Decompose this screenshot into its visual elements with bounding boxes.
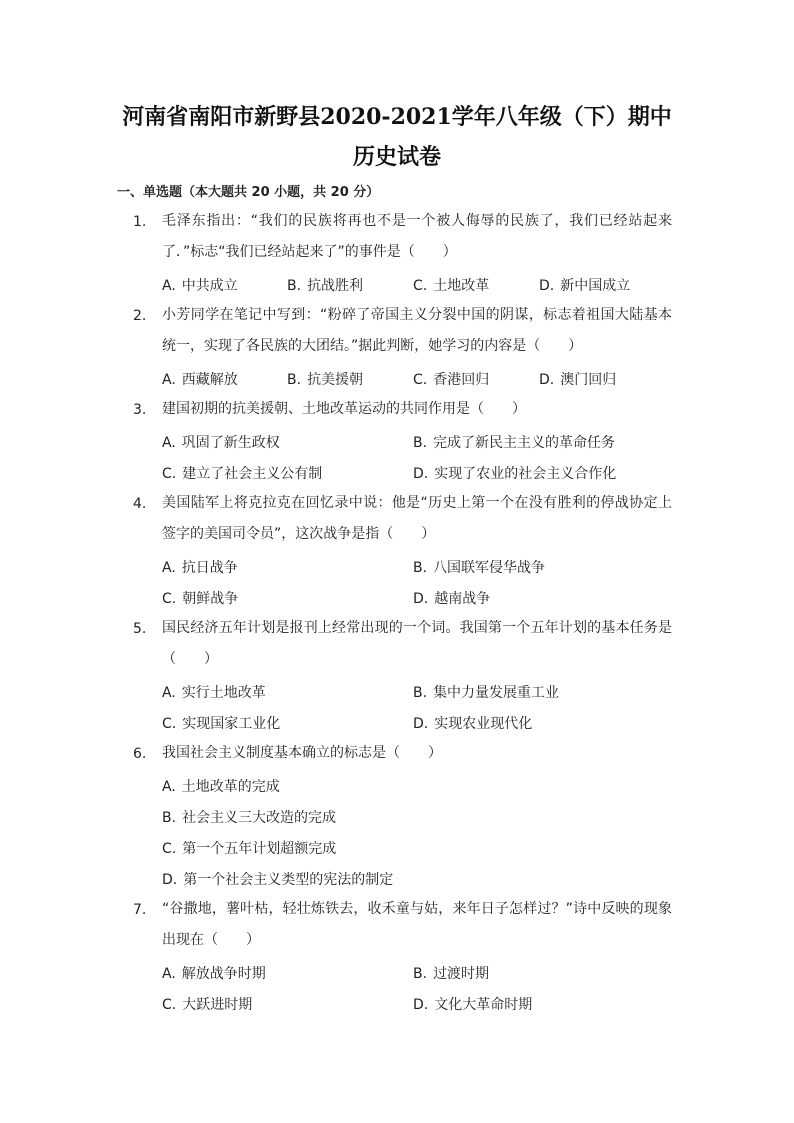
option-a <box>162 432 280 452</box>
page-title: 河南省南阳市新野县2020-2021学年八年级（下）期中 <box>122 104 672 130</box>
option-text: 解放战争时期 <box>181 966 266 982</box>
option-text: 巩固了新生政权 <box>181 435 280 451</box>
option-text: 实现国家工业化 <box>182 716 281 732</box>
option-text: 集中力量发展重工业 <box>433 685 560 701</box>
option-letter: D. <box>413 716 429 732</box>
section-heading: 一、单选题（本大题共 20 小题，共 20 分） <box>117 185 380 200</box>
option-letter: B. <box>413 435 428 451</box>
option-letter: B. <box>287 278 302 294</box>
question-stem: “谷撒地，薯叶枯，轻壮炼铁去，收禾童与姑，来年日子怎样过？”诗中反映的现象出现在（ ） <box>162 901 672 949</box>
question-stem: 我国社会主义制度基本确立的标志是（ ） <box>162 745 442 761</box>
option-letter: C. <box>413 278 428 294</box>
option-text: 第一个社会主义类型的宪法的制定 <box>183 872 394 888</box>
option-a <box>162 776 280 796</box>
option-b <box>413 682 559 702</box>
question-number: 1. <box>133 214 147 230</box>
option-text: 实现农业现代化 <box>434 716 533 732</box>
option-letter: C. <box>162 466 177 482</box>
option-letter: B. <box>413 560 428 576</box>
question-stem: 建国初期的抗美援朝、土地改革运动的共同作用是（ ） <box>162 401 526 417</box>
option-text: 文化大革命时期 <box>434 997 533 1013</box>
option-letter: B. <box>287 372 302 388</box>
option-d <box>413 713 532 733</box>
option-b <box>287 275 363 295</box>
option-letter: A. <box>162 779 176 795</box>
option-letter: D. <box>413 591 429 607</box>
question-stem: 小芳同学在笔记中写到：“粉碎了帝国主义分裂中国的阴谋，标志着祖国大陆基本统一，实现了各民族的大团结。”据此判断，她学习的内容是（ ） <box>162 307 672 355</box>
option-letter: A. <box>162 435 176 451</box>
option-text: 实行土地改革 <box>181 685 266 701</box>
option-d <box>413 463 616 483</box>
question-stem: 美国陆军上将克拉克在回忆录中说：他是“历史上第一个在没有胜利的停战协定上签字的美国司令员”，这次战争是指（ ） <box>162 495 672 543</box>
option-text: 社会主义三大改造的完成 <box>182 810 337 826</box>
option-text: 抗战胜利 <box>307 278 364 294</box>
option-b <box>287 369 363 389</box>
option-d <box>539 275 630 295</box>
option-letter: C. <box>413 372 428 388</box>
option-letter: D. <box>539 278 555 294</box>
option-text: 大跃进时期 <box>182 997 253 1013</box>
option-letter: D. <box>413 466 429 482</box>
option-text: 第一个五年计划超额完成 <box>182 841 337 857</box>
option-letter: A. <box>162 278 176 294</box>
question-stem: 毛泽东指出：“我们的民族将再也不是一个被人侮辱的民族了，我们已经站起来了．”标志“我们已经站起来了”的事件是（ ） <box>162 213 672 261</box>
question-number: 2. <box>133 308 147 324</box>
option-d <box>162 869 393 889</box>
question-number: 4. <box>133 496 147 512</box>
option-text: 越南战争 <box>434 591 491 607</box>
option-text: 土地改革的完成 <box>181 779 280 795</box>
page-subtitle: 历史试卷 <box>352 144 441 170</box>
option-letter: D. <box>413 997 429 1013</box>
question-number: 6. <box>133 746 147 762</box>
option-b <box>413 432 615 452</box>
option-text: 澳门回归 <box>560 372 617 388</box>
option-a <box>162 963 266 983</box>
question-number: 7. <box>133 902 147 918</box>
option-c <box>413 275 489 295</box>
option-text: 新中国成立 <box>560 278 631 294</box>
option-letter: A. <box>162 966 176 982</box>
option-letter: C. <box>162 591 177 607</box>
option-text: 完成了新民主主义的革命任务 <box>433 435 616 451</box>
question-number: 3. <box>133 402 147 418</box>
option-letter: D. <box>162 872 178 888</box>
option-letter: D. <box>539 372 555 388</box>
question-stem: 国民经济五年计划是报刊上经常出现的一个词。我国第一个五年计划的基本任务是（ ） <box>162 620 672 668</box>
option-c <box>162 838 336 858</box>
option-c <box>162 994 252 1014</box>
option-c <box>162 588 238 608</box>
option-a <box>162 557 238 577</box>
option-a <box>162 369 238 389</box>
option-text: 香港回归 <box>433 372 490 388</box>
option-c <box>162 713 280 733</box>
option-d <box>413 588 490 608</box>
option-d <box>539 369 616 389</box>
option-letter: C. <box>162 997 177 1013</box>
option-b <box>162 807 336 827</box>
option-text: 抗日战争 <box>181 560 238 576</box>
option-letter: C. <box>162 716 177 732</box>
option-text: 西藏解放 <box>181 372 238 388</box>
option-letter: A. <box>162 560 176 576</box>
option-text: 实现了农业的社会主义合作化 <box>434 466 617 482</box>
option-a <box>162 682 266 702</box>
option-text: 八国联军侵华战争 <box>433 560 546 576</box>
option-letter: B. <box>162 810 177 826</box>
option-letter: C. <box>162 841 177 857</box>
option-c <box>413 369 489 389</box>
option-letter: A. <box>162 372 176 388</box>
option-b <box>413 963 489 983</box>
option-text: 朝鲜战争 <box>182 591 239 607</box>
option-text: 中共成立 <box>181 278 238 294</box>
option-a <box>162 275 238 295</box>
option-text: 建立了社会主义公有制 <box>182 466 323 482</box>
option-letter: B. <box>413 685 428 701</box>
option-d <box>413 994 532 1014</box>
option-c <box>162 463 322 483</box>
option-b <box>413 557 545 577</box>
option-letter: A. <box>162 685 176 701</box>
option-text: 过渡时期 <box>433 966 490 982</box>
option-text: 抗美援朝 <box>307 372 364 388</box>
option-letter: B. <box>413 966 428 982</box>
option-text: 土地改革 <box>433 278 490 294</box>
question-number: 5. <box>133 621 147 637</box>
